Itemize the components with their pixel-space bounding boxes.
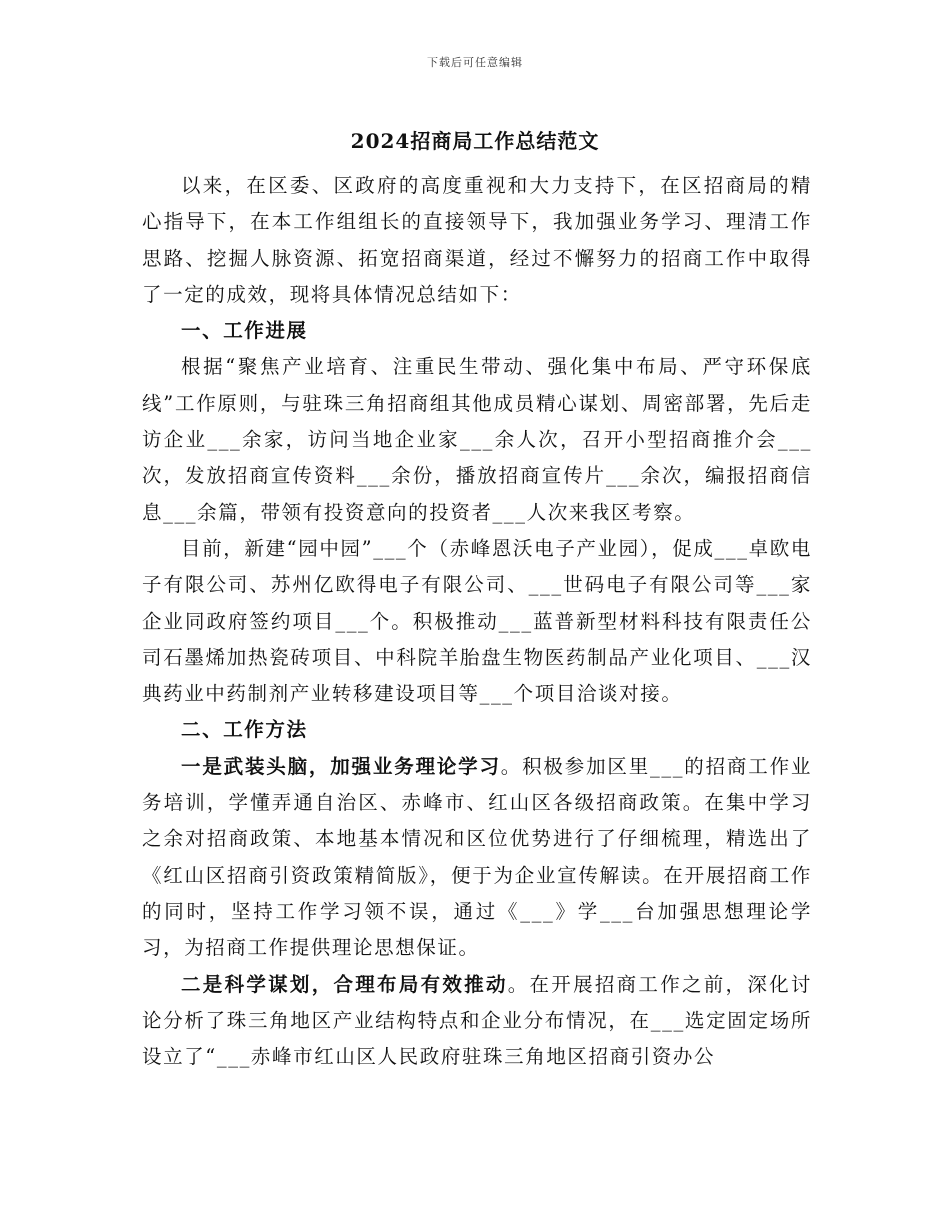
page-header-note: 下载后可任意编辑 [427,56,523,69]
document-body [142,168,812,1075]
progress-paragraph-2: 目前，新建“园中园”___个（赤峰恩沃电子产业园），促成___卓欧电子有限公司、苏州亿欧得电子有限公司、___世码电子有限公司等___家企业同政府签约项目___个。积极推动___蓝普新型材料科技有限责任公司石墨烯加热瓷砖项目、中科院羊胎盘生物医药制品产业化项目、___汉典药业中药制剂产业转移建设项目等___个项目洽谈对接。 [142,536,812,706]
methods-paragraph-2 [142,967,812,1076]
section-heading-methods: 二、工作方法 [181,718,308,742]
methods-paragraph-2-text: 。在开展招商工作之前，深化讨论分析了珠三角地区产业结构特点和企业分布情况，在___选定固定场所设立了“___赤峰市红山区人民政府驻珠三角地区招商引资办公 [142,972,812,1069]
progress-paragraph-1: 根据“聚焦产业培育、注重民生带动、强化集中布局、严守环保底线”工作原则，与驻珠三角招商组其他成员精心谋划、周密部署，先后走访企业___余家，访问当地企业家___余人次，召开小型招商推介会___次，发放招商宣传资料___余份，播放招商宣传片___余次，编报招商信息___余篇，带领有投资意向的投资者___人次来我区考察。 [142,355,812,524]
section-heading-progress: 一、工作进展 [181,319,308,343]
methods-paragraph-1-lead: 一是武装头脑，加强业务理论学习 [181,754,501,778]
document-title: 2024招商局工作总结范文 [350,129,600,153]
methods-paragraph-1 [142,749,812,967]
methods-paragraph-1-text: 。积极参加区里___的招商工作业务培训，学懂弄通自治区、赤峰市、红山区各级招商政策。在集中学习之余对招商政策、本地基本情况和区位优势进行了仔细梳理，精选出了《红山区招商引资政策精简版》，便于为企业宣传解读。在开展招商工作的同时，坚持工作学习领不误，通过《___》学___台加强思想理论学习，为招商工作提供理论思想保证。 [142,754,812,960]
methods-paragraph-2-lead: 二是科学谋划，合理布局有效推动 [181,972,508,996]
intro-paragraph: 以来，在区委、区政府的高度重视和大力支持下，在区招商局的精心指导下，在本工作组组长的直接领导下，我加强业务学习、理清工作思路、挖掘人脉资源、拓宽招商渠道，经过不懈努力的招商工作中取得了一定的成效，现将具体情况总结如下： [142,174,812,306]
